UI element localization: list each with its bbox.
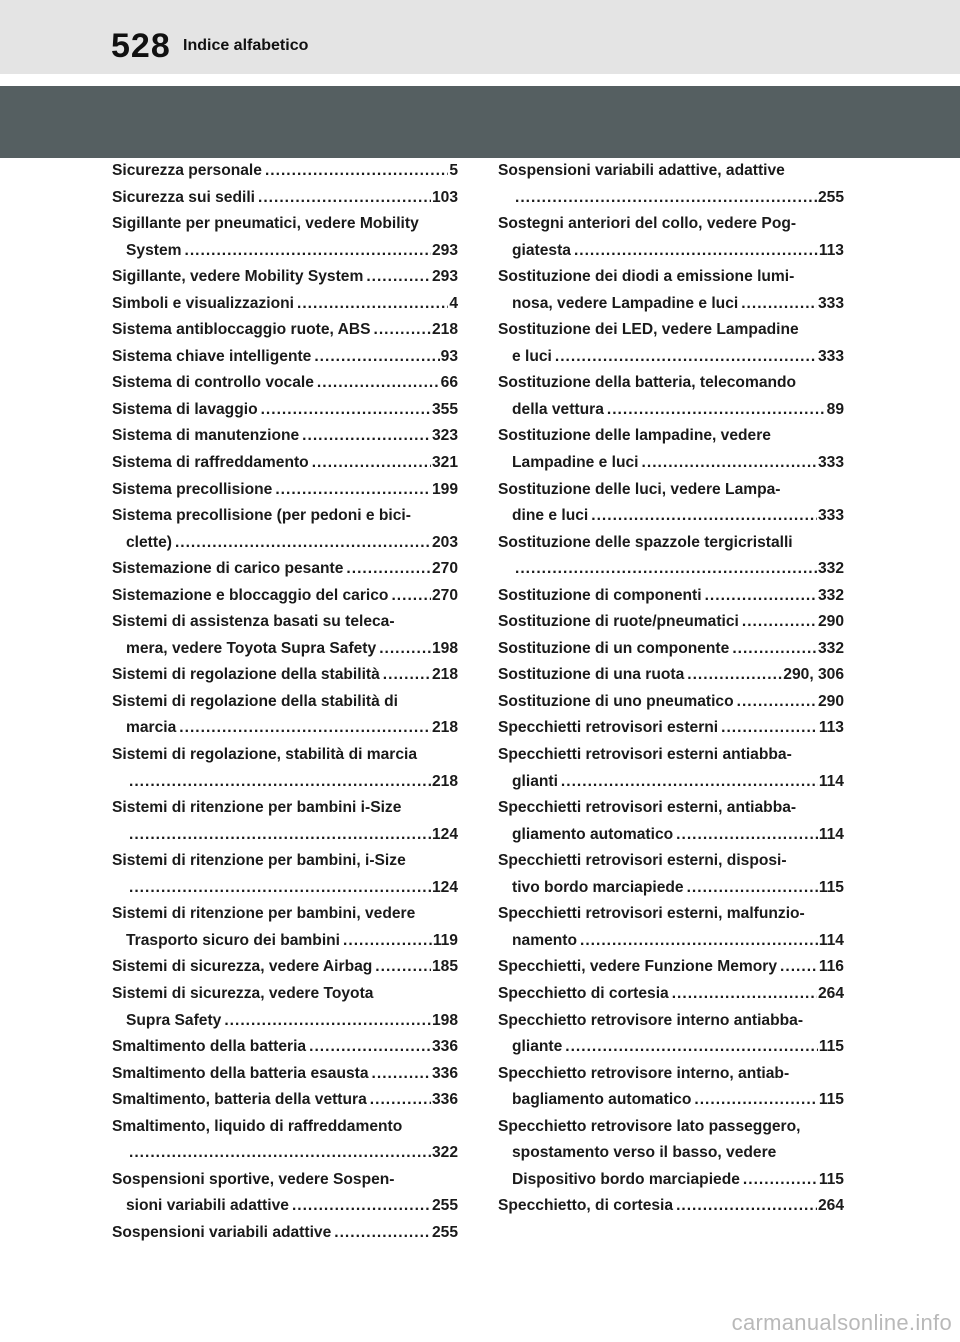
page-reference: 5 <box>449 162 458 179</box>
page-reference: 115 <box>818 878 844 896</box>
index-entry-line <box>112 397 458 424</box>
index-entry <box>498 742 844 795</box>
index-entry-line: Sostituzione delle lampadine, vedere <box>498 427 771 445</box>
entry-text: Specchietti, vedere Funzione Memory <box>498 958 778 976</box>
entry-text: Sistemazione e bloccaggio del carico <box>112 586 389 604</box>
page-reference: 336 <box>431 1064 458 1082</box>
index-entry <box>498 1193 844 1220</box>
entry-text: tivo bordo marciapiede <box>512 878 684 896</box>
dot-leader <box>743 1167 818 1194</box>
index-entry-line <box>498 769 844 796</box>
index-entry-line: Sostegni anteriori del collo, vedere Pog- <box>498 215 797 233</box>
entry-text: dine e luci <box>512 507 589 525</box>
page-reference: 198 <box>431 1011 458 1029</box>
page-reference: 218 <box>431 321 458 339</box>
entry-text: Simboli e visualizzazioni <box>112 294 294 312</box>
index-entry-line <box>498 1193 844 1220</box>
index-entry-line <box>112 583 458 610</box>
index-entry <box>112 662 458 689</box>
index-entry-line: Sistemi di regolazione, stabilità di marcia <box>112 746 418 764</box>
dot-leader <box>705 583 817 610</box>
entry-text: Sistemazione di carico pesante <box>112 560 344 578</box>
page-reference: 218 <box>431 719 458 737</box>
index-entry <box>498 583 844 610</box>
page-reference: 336 <box>431 1091 458 1109</box>
index-entry-line <box>498 583 844 610</box>
watermark: carmanualsonline.info <box>731 1310 952 1335</box>
dot-leader <box>175 530 431 557</box>
dot-leader <box>672 981 817 1008</box>
index-entry <box>498 1061 844 1114</box>
index-entry-line <box>112 1034 458 1061</box>
index-entry <box>112 1167 458 1220</box>
index-entry-line <box>112 875 458 902</box>
dot-leader <box>574 238 818 265</box>
index-entry-line: Sostituzione dei LED, vedere Lampadine <box>498 321 799 339</box>
index-entry <box>112 344 458 371</box>
page-reference: 255 <box>431 1223 458 1241</box>
dot-leader <box>129 875 431 902</box>
entry-text: nosa, vedere Lampadine e luci <box>512 294 739 312</box>
page-reference: 103 <box>431 188 458 206</box>
dot-leader <box>375 954 431 981</box>
dot-leader <box>292 1193 431 1220</box>
entry-text: Sistemi di regolazione della stabilità <box>112 666 380 684</box>
index-entry-line <box>498 344 844 371</box>
entry-text: Specchietto di cortesia <box>498 984 669 1002</box>
index-entry-line <box>112 1087 458 1114</box>
index-entry <box>112 211 458 264</box>
index-entry-line <box>112 238 458 265</box>
index-entry-line <box>498 715 844 742</box>
index-entry-line <box>112 185 458 212</box>
page-number: 528 <box>111 27 171 65</box>
index-entry-line: Specchietti retrovisori esterni, malfunzio- <box>498 905 805 923</box>
index-entry-line: Specchietti retrovisori esterni, disposi- <box>498 852 787 870</box>
entry-text: Smaltimento della batteria esausta <box>112 1064 369 1082</box>
index-entry <box>498 609 844 636</box>
dot-leader <box>555 344 817 371</box>
index-entry-line: Sigillante per pneumatici, vedere Mobility <box>112 215 419 233</box>
page-reference: 113 <box>818 241 844 259</box>
entry-text: Sistema di manutenzione <box>112 427 300 445</box>
entry-text: bagliamento automatico <box>512 1091 692 1109</box>
index-entry <box>498 423 844 476</box>
dot-leader <box>642 450 817 477</box>
index-entry <box>112 556 458 583</box>
page-reference: 264 <box>817 984 844 1002</box>
index-entry-line <box>112 317 458 344</box>
dot-leader <box>343 928 432 955</box>
index-entry <box>112 158 458 185</box>
entry-text: Dispositivo bordo marciapiede <box>512 1170 740 1188</box>
index-entry-line: Specchietto retrovisore interno, antiab- <box>498 1064 790 1082</box>
index-entry-line: Sistemi di ritenzione per bambini i-Size <box>112 799 402 817</box>
page-reference: 218 <box>431 772 458 790</box>
dot-leader <box>312 450 431 477</box>
page-reference: 293 <box>431 241 458 259</box>
index-entry-line <box>498 954 844 981</box>
index-entry-line: Smaltimento, liquido di raffreddamento <box>112 1117 403 1135</box>
index-entry-line <box>498 238 844 265</box>
index-entry-line <box>112 1061 458 1088</box>
entry-text: mera, vedere Toyota Supra Safety <box>126 639 377 657</box>
entry-text: Sostituzione di un componente <box>498 639 730 657</box>
page-reference: 66 <box>440 374 458 392</box>
entry-text: Sistema di controllo vocale <box>112 374 314 392</box>
index-entry-line: Sostituzione della batteria, telecomando <box>498 374 797 392</box>
page-reference: 218 <box>431 666 458 684</box>
index-entry-line <box>498 636 844 663</box>
index-entry <box>498 636 844 663</box>
page-reference: 333 <box>817 294 844 312</box>
page-reference: 333 <box>817 507 844 525</box>
index-entry <box>112 264 458 291</box>
index-entry-line <box>112 1008 458 1035</box>
entry-text: Sostituzione di una ruota <box>498 666 685 684</box>
entry-text: namento <box>512 931 577 949</box>
index-entry <box>498 211 844 264</box>
index-entry-line: spostamento verso il basso, vedere <box>512 1144 777 1162</box>
entry-text: Sistema di lavaggio <box>112 400 258 418</box>
dot-leader <box>370 1087 431 1114</box>
page-reference: 322 <box>431 1144 458 1162</box>
entry-text: Smaltimento della batteria <box>112 1038 307 1056</box>
entry-text: System <box>126 241 182 259</box>
index-entry <box>112 185 458 212</box>
index-entry-line: Sostituzione delle spazzole tergicristalli <box>498 533 793 551</box>
index-entry-line <box>112 715 458 742</box>
dot-leader <box>265 158 448 185</box>
page-reference: 4 <box>449 294 458 312</box>
index-entry <box>112 423 458 450</box>
index-entry <box>498 1114 844 1194</box>
index-entry-line: Sistema precollisione (per pedoni e bici- <box>112 507 411 525</box>
index-entry <box>112 689 458 742</box>
index-entry-line <box>112 822 458 849</box>
index-entry-line <box>112 344 458 371</box>
dot-leader <box>379 636 431 663</box>
entry-text: Sostituzione di componenti <box>498 586 702 604</box>
entry-text: giatesta <box>512 241 571 259</box>
dot-leader <box>302 423 431 450</box>
entry-text: glianti <box>512 772 558 790</box>
page-reference: 332 <box>817 639 844 657</box>
index-entry-line: Sospensioni sportive, vedere Sospen- <box>112 1170 395 1188</box>
page-reference: 333 <box>817 347 844 365</box>
index-entry <box>498 264 844 317</box>
dot-leader <box>515 185 817 212</box>
dot-leader <box>580 928 818 955</box>
page-reference: 116 <box>818 958 844 976</box>
index-entry-line <box>112 769 458 796</box>
dot-leader <box>129 769 431 796</box>
index-entry <box>112 450 458 477</box>
page-reference: 203 <box>431 533 458 551</box>
index-entry <box>112 954 458 981</box>
entry-text: Sostituzione di ruote/pneumatici <box>498 613 739 631</box>
index-entry-line <box>112 264 458 291</box>
index-entry-line: Sistemi di regolazione della stabilità di <box>112 692 398 710</box>
entry-text: sioni variabili adattive <box>126 1197 289 1215</box>
entry-text: Smaltimento, batteria della vettura <box>112 1091 367 1109</box>
page-reference: 321 <box>431 454 458 472</box>
index-entry <box>112 583 458 610</box>
dot-leader <box>721 715 818 742</box>
index-entry <box>498 158 844 211</box>
dot-leader <box>334 1220 431 1247</box>
index-entry-line <box>112 291 458 318</box>
dot-leader <box>737 689 817 716</box>
index-entry <box>112 609 458 662</box>
page-reference: 114 <box>818 772 844 790</box>
index-entry-line: Specchietti retrovisori esterni, antiabba- <box>498 799 797 817</box>
index-entry-line: Specchietto retrovisore interno antiabba- <box>498 1011 804 1029</box>
page-reference: 255 <box>817 188 844 206</box>
index-entry-line <box>498 928 844 955</box>
index-entry-line <box>112 556 458 583</box>
index-entry <box>498 370 844 423</box>
index-entry-line <box>112 1220 458 1247</box>
entry-text: Sicurezza personale <box>112 162 262 179</box>
index-entry <box>112 1114 458 1167</box>
page-reference: 290 <box>817 613 844 631</box>
index-entry <box>112 477 458 504</box>
index-entry <box>112 503 458 556</box>
section-title: Indice alfabetico <box>183 37 309 54</box>
dot-leader <box>561 769 818 796</box>
index-entry <box>498 477 844 530</box>
dot-leader <box>515 556 817 583</box>
index-entry <box>498 715 844 742</box>
index-entry-line <box>498 609 844 636</box>
entry-text: Sicurezza sui sedili <box>112 188 256 206</box>
entry-text: della vettura <box>512 400 604 418</box>
page-reference: 264 <box>817 1197 844 1215</box>
entry-text: Supra Safety <box>126 1011 222 1029</box>
page-reference: 332 <box>817 560 844 578</box>
page-reference: 270 <box>431 586 458 604</box>
dot-leader <box>565 1034 818 1061</box>
page-reference: 124 <box>431 825 458 843</box>
index-entry-line <box>498 185 844 212</box>
index-entry <box>498 317 844 370</box>
dot-leader <box>184 238 430 265</box>
index-entry <box>112 1061 458 1088</box>
page-reference: 255 <box>431 1197 458 1215</box>
page-reference: 119 <box>432 931 458 949</box>
header-bar <box>0 0 960 74</box>
dot-leader <box>129 822 431 849</box>
dot-leader <box>374 317 431 344</box>
index-entry <box>498 662 844 689</box>
index-entry-line: Specchietto retrovisore lato passeggero, <box>498 1117 801 1135</box>
page-reference: 185 <box>431 958 458 976</box>
entry-text: Sigillante, vedere Mobility System <box>112 268 364 286</box>
dot-leader <box>309 1034 431 1061</box>
index-entry-line: Sostituzione delle luci, vedere Lampa- <box>498 480 781 498</box>
index-entry-line <box>112 423 458 450</box>
index-entry <box>498 981 844 1008</box>
page-reference: 114 <box>818 931 844 949</box>
entry-text: Sistemi di sicurezza, vedere Airbag <box>112 958 373 976</box>
index-entry-line <box>498 1087 844 1114</box>
entry-text: clette) <box>126 533 172 551</box>
dot-leader <box>346 556 431 583</box>
index-column-left <box>112 158 458 1246</box>
page-reference: 270 <box>431 560 458 578</box>
entry-text: Specchietto, di cortesia <box>498 1197 674 1215</box>
page-reference: 93 <box>440 347 458 365</box>
entry-text: Sistema di raffreddamento <box>112 454 309 472</box>
index-entry <box>498 530 844 583</box>
index-entry-line <box>498 450 844 477</box>
dot-leader <box>391 583 431 610</box>
dot-leader <box>591 503 817 530</box>
page-reference: 114 <box>818 825 844 843</box>
page-reference: 290 <box>817 692 844 710</box>
entry-text: Trasporto sicuro dei bambini <box>126 931 341 949</box>
dot-leader <box>275 477 431 504</box>
index-entry-line <box>112 477 458 504</box>
index-entry-line: Sistemi di sicurezza, vedere Toyota <box>112 984 374 1002</box>
index-entry-line: Sostituzione dei diodi a emissione lumi- <box>498 268 795 286</box>
index-entry-line <box>498 1034 844 1061</box>
index-entry-line <box>498 397 844 424</box>
index-entry <box>112 370 458 397</box>
dot-leader <box>372 1061 431 1088</box>
index-entry-line <box>112 530 458 557</box>
index-entry <box>112 795 458 848</box>
index-entry <box>112 848 458 901</box>
index-entry-line <box>498 662 844 689</box>
index-entry-line <box>112 158 458 185</box>
page-reference: 333 <box>817 454 844 472</box>
index-entry <box>498 954 844 981</box>
index-entry <box>112 1087 458 1114</box>
page-reference: 124 <box>431 878 458 896</box>
dot-leader <box>732 636 817 663</box>
index-entry-line <box>112 1140 458 1167</box>
index-entry-line <box>498 875 844 902</box>
page-reference: 89 <box>826 400 844 418</box>
index-entry-line <box>112 636 458 663</box>
dot-leader <box>676 822 818 849</box>
dot-leader <box>687 875 818 902</box>
entry-text: Sistema precollisione <box>112 480 273 498</box>
index-entry-line: Sistemi di ritenzione per bambini, i-Size <box>112 852 406 870</box>
index-entry <box>112 1220 458 1247</box>
page-reference: 115 <box>818 1038 844 1056</box>
entry-text: marcia <box>126 719 177 737</box>
dot-leader <box>742 609 817 636</box>
dot-leader <box>383 662 431 689</box>
dot-leader <box>179 715 431 742</box>
index-entry-line <box>498 981 844 1008</box>
index-entry <box>112 317 458 344</box>
dot-leader <box>687 662 782 689</box>
index-entry-line <box>112 954 458 981</box>
page-reference: 115 <box>818 1170 844 1188</box>
index-entry <box>498 901 844 954</box>
entry-text: Sistema chiave intelligente <box>112 347 312 365</box>
dot-leader <box>676 1193 817 1220</box>
dot-leader <box>258 185 431 212</box>
dot-leader <box>741 291 817 318</box>
index-entry <box>112 1034 458 1061</box>
index-entry-line: Sistemi di assistenza basati su teleca- <box>112 613 395 631</box>
index-entry <box>112 397 458 424</box>
index-entry <box>498 689 844 716</box>
entry-text: Lampadine e luci <box>512 454 639 472</box>
index-entry-line: Specchietti retrovisori esterni antiabba- <box>498 746 792 764</box>
index-column-right <box>498 158 844 1220</box>
entry-text: gliante <box>512 1038 563 1056</box>
index-entry <box>498 795 844 848</box>
page-reference: 336 <box>431 1038 458 1056</box>
index-entry <box>112 981 458 1034</box>
entry-text: Specchietti retrovisori esterni <box>498 719 719 737</box>
page-reference: 115 <box>818 1091 844 1109</box>
page-reference: 290, 306 <box>783 666 844 684</box>
dot-leader <box>366 264 431 291</box>
index-entry-line <box>498 556 844 583</box>
index-entry <box>112 291 458 318</box>
index-entry-line <box>498 822 844 849</box>
header-band <box>0 86 960 158</box>
index-entry-line <box>112 450 458 477</box>
page-reference: 199 <box>431 480 458 498</box>
entry-text: Sostituzione di uno pneumatico <box>498 692 734 710</box>
dot-leader <box>314 344 439 371</box>
index-entry-line <box>112 1193 458 1220</box>
dot-leader <box>780 954 818 981</box>
index-entry-line <box>498 1167 844 1194</box>
entry-text: Sistema antibloccaggio ruote, ABS <box>112 321 371 339</box>
dot-leader <box>129 1140 431 1167</box>
index-entry-line <box>112 662 458 689</box>
dot-leader <box>297 291 448 318</box>
page-reference: 293 <box>431 268 458 286</box>
index-entry <box>498 848 844 901</box>
index-entry-line: Sospensioni variabili adattive, adattive <box>498 162 785 179</box>
index-entry-line <box>112 928 458 955</box>
entry-text: Sospensioni variabili adattive <box>112 1223 332 1241</box>
index-entry-line <box>498 503 844 530</box>
page-reference: 323 <box>431 427 458 445</box>
entry-text: gliamento automatico <box>512 825 674 843</box>
index-entry-line <box>498 689 844 716</box>
dot-leader <box>694 1087 817 1114</box>
index-entry <box>112 901 458 954</box>
index-entry-line <box>112 370 458 397</box>
dot-leader <box>317 370 440 397</box>
index-entry <box>112 742 458 795</box>
page-reference: 355 <box>431 400 458 418</box>
index-entry-line <box>498 291 844 318</box>
dot-leader <box>607 397 826 424</box>
page-reference: 113 <box>818 719 844 737</box>
page-reference: 198 <box>431 639 458 657</box>
index-entry-line: Sistemi di ritenzione per bambini, vedere <box>112 905 416 923</box>
entry-text: e luci <box>512 347 552 365</box>
page-reference: 332 <box>817 586 844 604</box>
dot-leader <box>224 1008 431 1035</box>
index-entry <box>498 1008 844 1061</box>
dot-leader <box>261 397 431 424</box>
